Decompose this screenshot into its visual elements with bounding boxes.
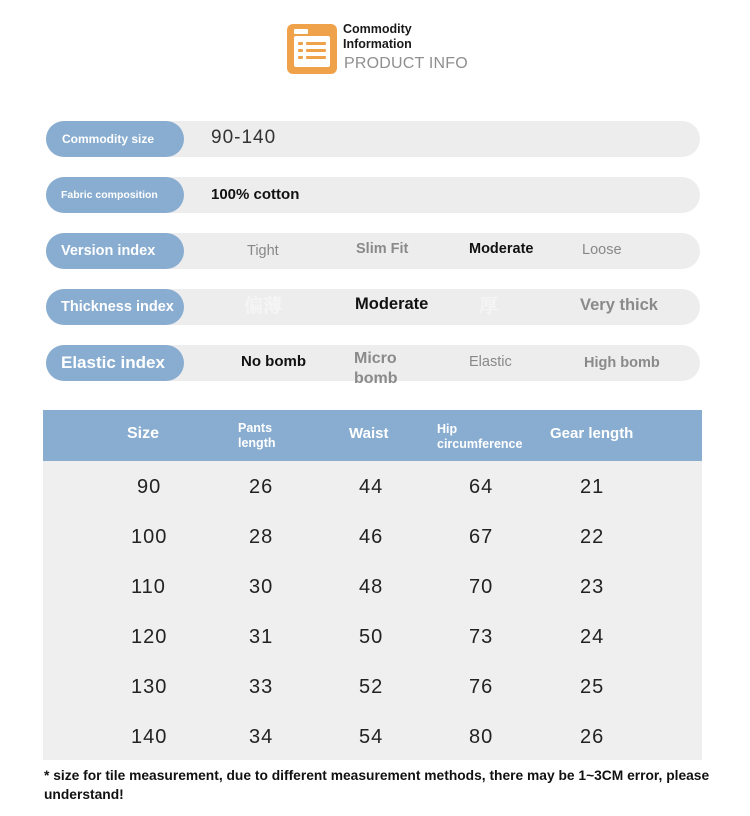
cell-hip: 80 xyxy=(469,726,494,748)
product-info-header xyxy=(287,22,487,74)
elastic-option-micro-bomb: Micro bomb xyxy=(354,350,398,387)
column-header-hip-circumference: Hip circumference xyxy=(437,422,523,451)
commodity-size-value: 90-140 xyxy=(211,127,277,148)
size-table-body xyxy=(43,461,702,760)
elastic-index-label: Elastic index xyxy=(46,345,184,381)
commodity-size-label: Commodity size xyxy=(46,121,184,157)
table-row xyxy=(43,462,702,512)
fabric-composition-row xyxy=(46,177,700,213)
cell-size: 140 xyxy=(131,726,168,748)
commodity-size-row xyxy=(46,121,700,157)
table-row xyxy=(43,562,702,612)
table-row xyxy=(43,712,702,762)
header-title-line2: Information xyxy=(343,37,412,51)
column-header-size: Size xyxy=(127,425,160,442)
cell-size: 120 xyxy=(131,626,168,648)
cell-pants-length: 30 xyxy=(249,576,274,598)
thickness-option-thick: 厚 xyxy=(479,296,499,317)
cell-size: 130 xyxy=(131,676,168,698)
elastic-option-no-bomb: No bomb xyxy=(241,353,306,370)
cell-pants-length: 28 xyxy=(249,526,274,548)
thickness-option-thin: 偏薄 xyxy=(244,296,283,317)
version-option-slim-fit: Slim Fit xyxy=(356,241,409,257)
thickness-index-row xyxy=(46,289,700,325)
cell-hip: 73 xyxy=(469,626,494,648)
cell-hip: 64 xyxy=(469,476,494,498)
fabric-composition-label: Fabric composition xyxy=(46,177,184,213)
column-header-waist: Waist xyxy=(349,425,389,442)
header-subtitle: PRODUCT INFO xyxy=(344,55,468,72)
elastic-index-row xyxy=(46,345,700,387)
fabric-composition-value: 100% cotton xyxy=(211,186,300,203)
cell-gear-length: 21 xyxy=(580,476,605,498)
cell-size: 90 xyxy=(137,476,162,498)
cell-gear-length: 26 xyxy=(580,726,605,748)
column-header-pants-length: Pants length xyxy=(238,421,276,450)
cell-pants-length: 33 xyxy=(249,676,274,698)
cell-waist: 50 xyxy=(359,626,384,648)
cell-hip: 70 xyxy=(469,576,494,598)
version-index-label: Version index xyxy=(46,233,184,269)
version-option-moderate: Moderate xyxy=(469,241,534,257)
version-option-loose: Loose xyxy=(582,242,622,258)
elastic-option-elastic: Elastic xyxy=(469,354,512,370)
cell-waist: 52 xyxy=(359,676,384,698)
cell-gear-length: 22 xyxy=(580,526,605,548)
cell-hip: 67 xyxy=(469,526,494,548)
cell-waist: 46 xyxy=(359,526,384,548)
thickness-index-label: Thickness index xyxy=(46,289,184,325)
cell-waist: 44 xyxy=(359,476,384,498)
cell-gear-length: 24 xyxy=(580,626,605,648)
size-table-header xyxy=(43,410,702,461)
table-row xyxy=(43,612,702,662)
elastic-option-high-bomb: High bomb xyxy=(584,355,660,371)
table-row xyxy=(43,662,702,712)
document-list-icon xyxy=(287,24,337,74)
cell-waist: 48 xyxy=(359,576,384,598)
measurement-note: * size for tile measurement, due to different measurement methods, there may be 1~3CM error, please understand! xyxy=(44,768,710,802)
column-header-gear-length: Gear length xyxy=(550,425,634,442)
cell-pants-length: 31 xyxy=(249,626,274,648)
header-title-line1: Commodity xyxy=(343,22,412,36)
version-index-row xyxy=(46,233,700,269)
thickness-option-moderate: Moderate xyxy=(355,295,429,313)
thickness-option-very-thick: Very thick xyxy=(580,296,658,314)
cell-size: 100 xyxy=(131,526,168,548)
cell-pants-length: 26 xyxy=(249,476,274,498)
cell-gear-length: 25 xyxy=(580,676,605,698)
cell-hip: 76 xyxy=(469,676,494,698)
cell-waist: 54 xyxy=(359,726,384,748)
version-option-tight: Tight xyxy=(247,243,279,259)
cell-pants-length: 34 xyxy=(249,726,274,748)
cell-size: 110 xyxy=(131,576,166,598)
table-row xyxy=(43,512,702,562)
cell-gear-length: 23 xyxy=(580,576,605,598)
